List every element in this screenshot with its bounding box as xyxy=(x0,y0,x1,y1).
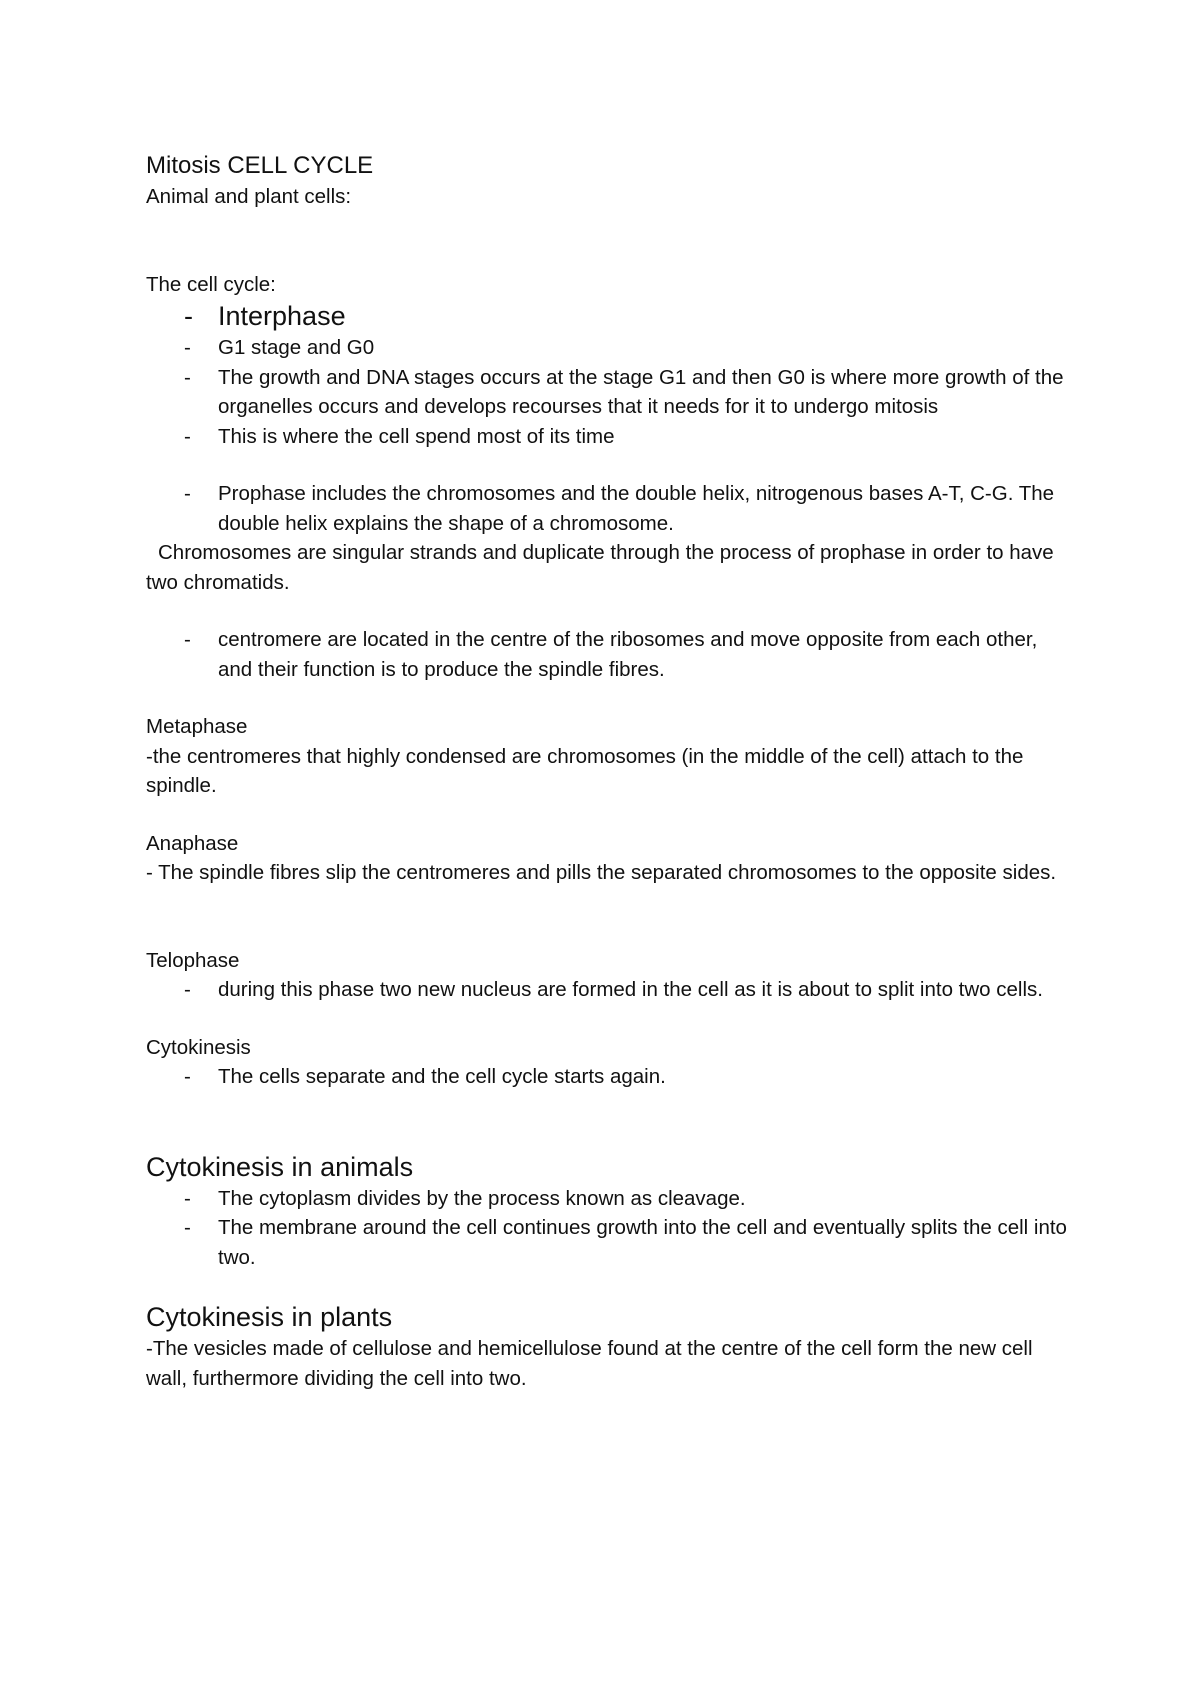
dash-marker: - xyxy=(184,482,191,505)
cell-cycle-list xyxy=(146,299,1076,451)
document-subtitle: Animal and plant cells: xyxy=(146,185,352,208)
spacer xyxy=(146,801,1076,829)
chromosomes-paragraph: Chromosomes are singular strands and duplicate through the process of prophase in order to have two chromatids. xyxy=(146,541,1054,594)
list-item-text: G1 stage and G0 xyxy=(218,336,375,359)
centromere-list xyxy=(146,625,1076,684)
dash-marker: - xyxy=(184,301,193,331)
document-title: Mitosis CELL CYCLE xyxy=(146,152,374,179)
spacer xyxy=(146,684,1076,712)
dash-marker: - xyxy=(184,336,191,359)
cytokinesis-text: The cells separate and the cell cycle starts again. xyxy=(218,1065,666,1088)
list-item xyxy=(146,975,1076,1005)
prophase-text: Prophase includes the chromosomes and the double helix, nitrogenous bases A-T, C-G. The double helix explains the shape of a chromosome. xyxy=(218,482,1055,535)
spacer xyxy=(146,1092,1076,1150)
spacer xyxy=(146,1005,1076,1033)
cytokinesis-list xyxy=(146,1062,1076,1092)
list-item xyxy=(146,479,1076,538)
list-item-text: This is where the cell spend most of its time xyxy=(218,424,615,448)
spacer xyxy=(146,212,1076,270)
list-item xyxy=(146,1062,1076,1092)
telophase-text: during this phase two new nucleus are formed in the cell as it is about to split into two cells. xyxy=(218,978,1043,1001)
list-item xyxy=(146,422,1076,452)
cytokinesis-heading: Cytokinesis xyxy=(146,1035,251,1059)
list-item xyxy=(146,333,1076,363)
anaphase-text: - The spindle fibres slip the centromeres and pills the separated chromosomes to the opposite sides. xyxy=(146,861,1057,884)
prophase-list xyxy=(146,479,1076,538)
spacer xyxy=(146,451,1076,479)
metaphase-heading: Metaphase xyxy=(146,715,248,738)
telophase-heading: Telophase xyxy=(146,948,240,972)
cytokinesis-animals-heading: Cytokinesis in animals xyxy=(146,1151,414,1182)
dash-marker: - xyxy=(184,1216,191,1239)
centromere-text: centromere are located in the centre of the ribosomes and move opposite from each other, and their function is to produce the spindle fibres. xyxy=(218,628,1038,681)
spacer xyxy=(146,888,1076,946)
list-item-text: The membrane around the cell continues growth into the cell and eventually splits the cell into two. xyxy=(218,1216,1067,1269)
cytokinesis-plants-heading: Cytokinesis in plants xyxy=(146,1302,393,1332)
dash-marker: - xyxy=(184,1065,191,1088)
list-item xyxy=(146,1184,1076,1214)
list-item xyxy=(146,1213,1076,1272)
list-item xyxy=(146,363,1076,422)
metaphase-text: -the centromeres that highly condensed are chromosomes (in the middle of the cell) attach to the spindle. xyxy=(146,744,1024,797)
list-item-text: The growth and DNA stages occurs at the stage G1 and then G0 is where more growth of the organelles occurs and develops recourses that it needs for it to undergo mitosis xyxy=(218,365,1064,418)
cytokinesis-animals-list xyxy=(146,1184,1076,1273)
dash-marker: - xyxy=(184,424,191,448)
cell-cycle-label: The cell cycle: xyxy=(146,272,276,296)
spacer xyxy=(146,1272,1076,1300)
spacer xyxy=(146,597,1076,625)
list-item xyxy=(146,625,1076,684)
telophase-list xyxy=(146,975,1076,1005)
dash-marker: - xyxy=(184,978,191,1001)
dash-marker: - xyxy=(184,365,191,389)
list-item-text: The cytoplasm divides by the process known as cleavage. xyxy=(218,1186,746,1210)
dash-marker: - xyxy=(184,628,191,651)
document-body xyxy=(146,150,1076,1393)
cytokinesis-plants-text: -The vesicles made of cellulose and hemicellulose found at the centre of the cell form the new cell wall, furthermore dividing the cell into two. xyxy=(146,1337,1033,1390)
interphase-heading: Interphase xyxy=(218,301,346,331)
anaphase-heading: Anaphase xyxy=(146,831,239,855)
dash-marker: - xyxy=(184,1186,191,1210)
list-item xyxy=(146,299,1076,333)
